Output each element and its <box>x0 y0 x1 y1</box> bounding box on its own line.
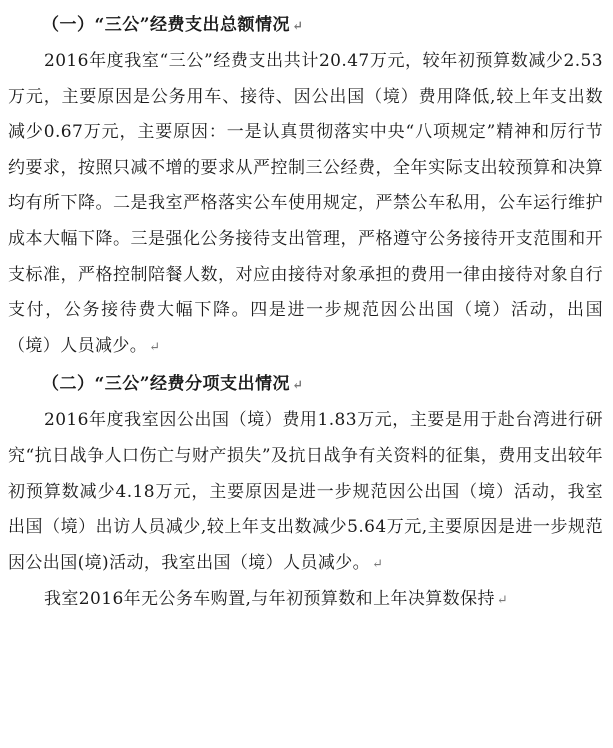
section-body-total-text: 2016年度我室“三公”经费支出共计20.47万元，较年初预算数减少2.53万元，主要原因是公务用车、接待、因公出国（境）费用降低,较上年支出数减少0.67万元，主要原因：一是认真贯彻落实中央“八项规定”精神和厉行节约要求，按照只减不增的要求从严控制三公经费，全年实际支出较预算和决算均有所下降。二是我室严格落实公车使用规定，严禁公车私用，公车运行维护成本大幅下降。三是强化公务接待支出管理，严格遵守公务接待开支范围和开支标准，严格控制陪餐人数，对应由接待对象承担的费用一律由接待对象自行支付，公务接待费大幅下降。四是进一步规范因公出国（境）活动，出国（境）人员减少。 <box>8 51 603 356</box>
section-heading-total <box>8 8 603 44</box>
section-heading-itemized <box>8 367 603 403</box>
section-body-itemized-text: 2016年度我室因公出国（境）费用1.83万元，主要是用于赴台湾进行研究“抗日战争人口伤亡与财产损失”及抗日战争有关资料的征集，费用支出较年初预算数减少4.18万元，主要原因是进一步规范因公出国（境）活动，我室出国（境）出访人员减少,较上年支出数减少5.64万元,主要原因是进一步规范因公出国(境)活动，我室出国（境）人员减少。 <box>8 410 603 573</box>
paragraph-mark-icon: ↵ <box>292 378 304 394</box>
paragraph-mark-icon: ↵ <box>372 556 384 572</box>
section-body-vehicle-text: 我室2016年无公务车购置,与年初预算数和上年决算数保持 <box>44 589 495 610</box>
section-heading-itemized-text: （二）“三公”经费分项支出情况 <box>42 374 291 395</box>
paragraph-mark-icon: ↵ <box>496 593 509 609</box>
section-heading-total-text: （一）“三公”经费支出总额情况 <box>42 15 291 35</box>
section-body-total <box>8 44 603 365</box>
section-body-vehicle <box>8 582 603 619</box>
section-body-itemized <box>8 403 603 582</box>
paragraph-mark-icon: ↵ <box>292 19 304 34</box>
paragraph-mark-icon: ↵ <box>149 339 161 355</box>
